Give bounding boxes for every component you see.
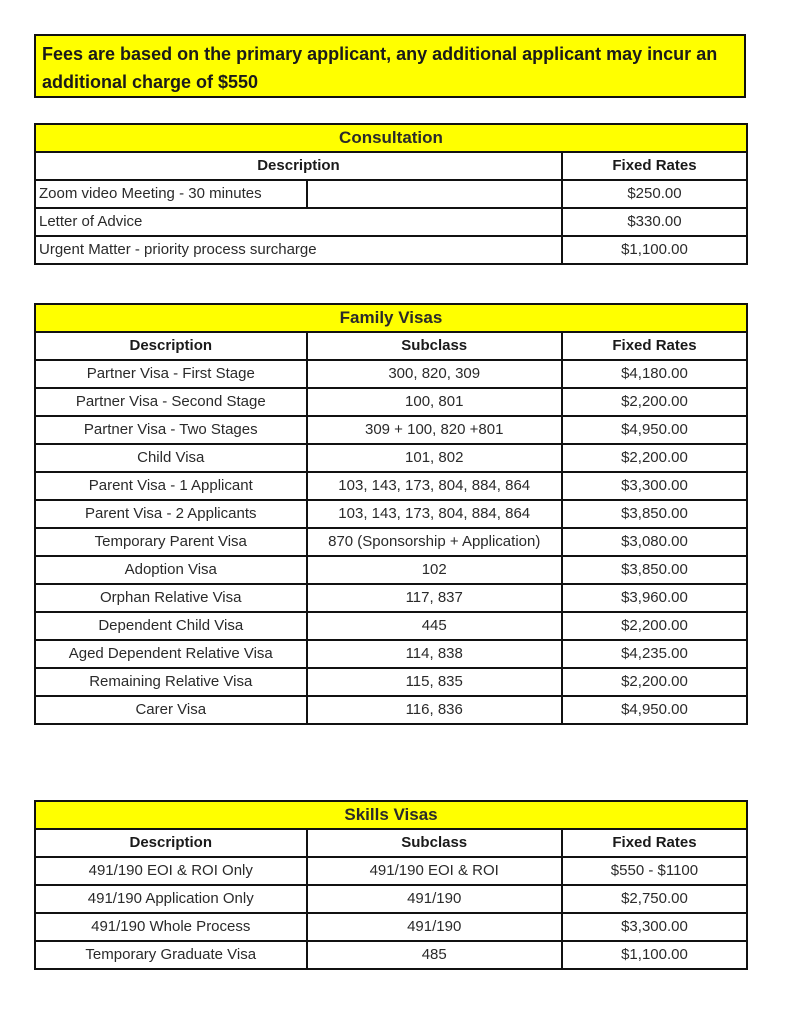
table-row xyxy=(35,913,747,941)
family-subclass-cell: 100, 801 xyxy=(307,388,562,416)
consultation-header-rate: Fixed Rates xyxy=(562,152,747,180)
family-subclass-cell: 101, 802 xyxy=(307,444,562,472)
family-description-cell: Child Visa xyxy=(35,444,307,472)
family-description-cell: Parent Visa - 1 Applicant xyxy=(35,472,307,500)
family-description-cell: Parent Visa - 2 Applicants xyxy=(35,500,307,528)
family-rate-cell: $4,950.00 xyxy=(562,696,747,724)
skills-description-cell: 491/190 EOI & ROI Only xyxy=(35,857,307,885)
table-row xyxy=(35,612,747,640)
family-rate-cell: $3,080.00 xyxy=(562,528,747,556)
family-header-rate: Fixed Rates xyxy=(562,332,747,360)
consultation-rate-cell: $330.00 xyxy=(562,208,747,236)
family-rate-cell: $2,200.00 xyxy=(562,388,747,416)
skills-header-subclass: Subclass xyxy=(307,829,562,857)
table-row xyxy=(35,416,747,444)
empty-cell xyxy=(307,180,562,208)
family-rate-cell: $2,200.00 xyxy=(562,444,747,472)
table-row xyxy=(35,444,747,472)
family-rate-cell: $3,300.00 xyxy=(562,472,747,500)
consultation-rate-cell: $250.00 xyxy=(562,180,747,208)
table-row xyxy=(35,360,747,388)
family-header-description: Description xyxy=(35,332,307,360)
table-row xyxy=(35,668,747,696)
family-subclass-cell: 114, 838 xyxy=(307,640,562,668)
table-row xyxy=(35,472,747,500)
table-row xyxy=(35,528,747,556)
family-subclass-cell: 103, 143, 173, 804, 884, 864 xyxy=(307,500,562,528)
family-description-cell: Adoption Visa xyxy=(35,556,307,584)
consultation-table xyxy=(34,123,748,265)
family-subclass-cell: 445 xyxy=(307,612,562,640)
family-description-cell: Dependent Child Visa xyxy=(35,612,307,640)
family-rate-cell: $4,235.00 xyxy=(562,640,747,668)
family-rate-cell: $2,200.00 xyxy=(562,612,747,640)
family-visas-table xyxy=(34,303,748,725)
family-subclass-cell: 115, 835 xyxy=(307,668,562,696)
skills-subclass-cell: 485 xyxy=(307,941,562,969)
skills-subclass-cell: 491/190 EOI & ROI xyxy=(307,857,562,885)
table-row xyxy=(35,857,747,885)
family-subclass-cell: 309 + 100, 820 +801 xyxy=(307,416,562,444)
skills-description-cell: 491/190 Application Only xyxy=(35,885,307,913)
skills-rate-cell: $550 - $1100 xyxy=(562,857,747,885)
skills-visas-table xyxy=(34,800,748,970)
skills-visas-title: Skills Visas xyxy=(35,801,747,829)
family-description-cell: Partner Visa - First Stage xyxy=(35,360,307,388)
skills-rate-cell: $3,300.00 xyxy=(562,913,747,941)
skills-subclass-cell: 491/190 xyxy=(307,885,562,913)
table-row xyxy=(35,885,747,913)
family-visas-title: Family Visas xyxy=(35,304,747,332)
table-row xyxy=(35,556,747,584)
skills-header-rate: Fixed Rates xyxy=(562,829,747,857)
family-subclass-cell: 103, 143, 173, 804, 884, 864 xyxy=(307,472,562,500)
family-rate-cell: $3,850.00 xyxy=(562,556,747,584)
table-row xyxy=(35,640,747,668)
table-row xyxy=(35,500,747,528)
consultation-header-description: Description xyxy=(35,152,562,180)
family-subclass-cell: 117, 837 xyxy=(307,584,562,612)
family-rate-cell: $4,180.00 xyxy=(562,360,747,388)
family-description-cell: Partner Visa - Two Stages xyxy=(35,416,307,444)
consultation-title: Consultation xyxy=(35,124,747,152)
family-subclass-cell: 300, 820, 309 xyxy=(307,360,562,388)
consultation-description-cell: Letter of Advice xyxy=(35,208,562,236)
family-rate-cell: $3,960.00 xyxy=(562,584,747,612)
skills-description-cell: 491/190 Whole Process xyxy=(35,913,307,941)
family-rate-cell: $3,850.00 xyxy=(562,500,747,528)
family-description-cell: Aged Dependent Relative Visa xyxy=(35,640,307,668)
table-row xyxy=(35,388,747,416)
family-description-cell: Remaining Relative Visa xyxy=(35,668,307,696)
skills-subclass-cell: 491/190 xyxy=(307,913,562,941)
family-header-subclass: Subclass xyxy=(307,332,562,360)
family-description-cell: Temporary Parent Visa xyxy=(35,528,307,556)
family-subclass-cell: 102 xyxy=(307,556,562,584)
skills-rate-cell: $2,750.00 xyxy=(562,885,747,913)
skills-description-cell: Temporary Graduate Visa xyxy=(35,941,307,969)
table-row xyxy=(35,941,747,969)
family-rate-cell: $2,200.00 xyxy=(562,668,747,696)
family-subclass-cell: 116, 836 xyxy=(307,696,562,724)
skills-header-description: Description xyxy=(35,829,307,857)
family-rate-cell: $4,950.00 xyxy=(562,416,747,444)
family-description-cell: Partner Visa - Second Stage xyxy=(35,388,307,416)
consultation-rate-cell: $1,100.00 xyxy=(562,236,747,264)
table-row xyxy=(35,584,747,612)
table-row xyxy=(35,180,747,208)
table-row xyxy=(35,696,747,724)
skills-rate-cell: $1,100.00 xyxy=(562,941,747,969)
table-row xyxy=(35,208,747,236)
family-description-cell: Carer Visa xyxy=(35,696,307,724)
consultation-description-cell: Urgent Matter - priority process surcharge xyxy=(35,236,562,264)
additional-applicant-notice: Fees are based on the primary applicant, any additional applicant may incur an additional charge of $550 xyxy=(34,34,746,98)
consultation-description-cell: Zoom video Meeting - 30 minutes xyxy=(35,180,307,208)
family-subclass-cell: 870 (Sponsorship + Application) xyxy=(307,528,562,556)
table-row xyxy=(35,236,747,264)
family-description-cell: Orphan Relative Visa xyxy=(35,584,307,612)
